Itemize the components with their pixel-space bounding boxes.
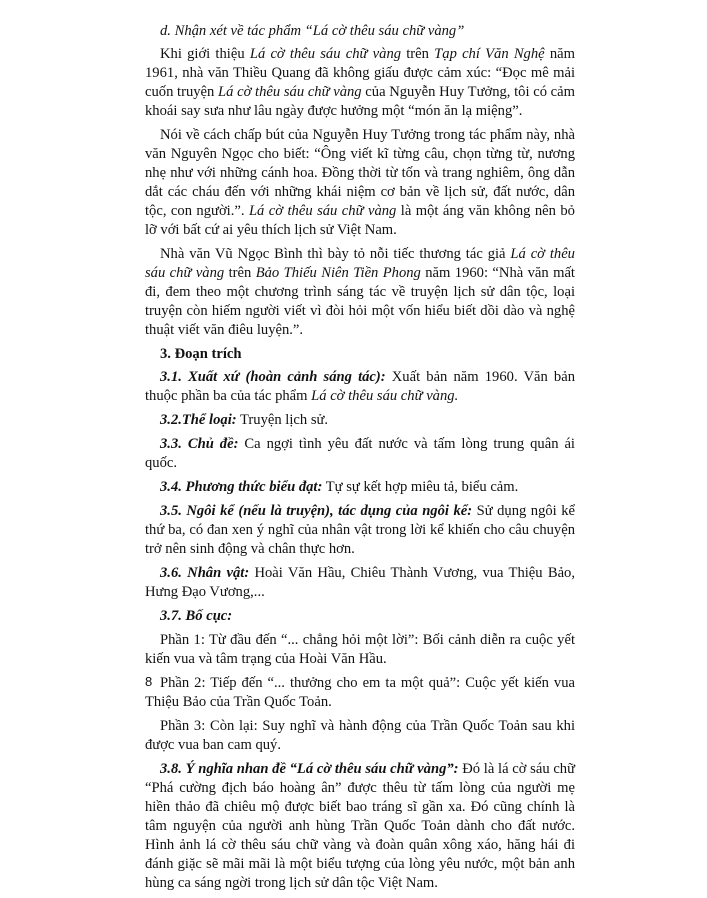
paragraph-thieu-quang (145, 45, 575, 121)
text-run: là một áng văn không nên bỏ lỡ với bất cứ ai yêu thích lịch sử Việt Nam. (145, 203, 575, 238)
item-label: 3.7. Bố cục: (160, 608, 233, 624)
work-title: Lá cờ thêu sáu chữ vàng. (311, 388, 459, 404)
item-text: Xuất bản năm 1960. Văn bản thuộc phần ba của tác phẩm (145, 369, 575, 404)
item-3-2 (145, 411, 575, 430)
item-text: Truyện lịch sử. (236, 412, 329, 428)
item-3-7 (145, 607, 575, 626)
section-3-heading: 3. Đoạn trích (160, 346, 242, 362)
text-run: trên (224, 265, 256, 281)
item-text: Hoài Văn Hầu, Chiêu Thành Vương, vua Thiệu Bảo, Hưng Đạo Vương,... (145, 565, 575, 600)
newspaper-title: Bảo Thiếu Niên Tiền Phong (255, 265, 421, 281)
item-label: 3.2.Thể loại: (160, 412, 237, 428)
item-label: 3.3. Chủ đề: (160, 436, 239, 452)
section-d-title: d. Nhận xét về tác phẩm “Lá cờ thêu sáu chữ vàng” (160, 23, 465, 39)
layout-part-3: Phần 3: Còn lại: Suy nghĩ và hành động của Trần Quốc Toản sau khi được vua ban cam quý. (145, 718, 575, 753)
paragraph-nguyen-ngoc (145, 126, 575, 240)
item-3-8 (145, 760, 575, 893)
item-text: Sử dụng ngôi kể thứ ba, có đan xen ý nghĩ của nhân vật trong lời kể khiến cho câu chuyện trở nên sinh động và chân thực hơn. (145, 503, 576, 557)
item-label: 3.1. Xuất xứ (hoàn cảnh sáng tác): (160, 369, 386, 385)
item-3-1 (145, 368, 575, 406)
item-text: Đó là lá cờ sáu chữ “Phá cường địch báo hoàng ân” được thêu từ tấm lòng của người mẹ hiền thảo đã chiêu mộ được biết bao tráng sĩ gần xa. Đó cũng chính là tâm nguyện của người anh hùng Trần Quốc Toản dành cho đất nước. Hình ảnh lá cờ thêu sáu chữ vàng và đoàn quân xông xáo, hăng hái đi đánh giặc sẽ mãi mãi là một biểu tượng của lòng yêu nước, một bản anh hùng ca sáng ngời trong lịch sử dân tộc Việt Nam. (145, 761, 575, 891)
layout-part-1: Phần 1: Từ đầu đến “... chẳng hỏi một lời”: Bối cảnh diễn ra cuộc yết kiến vua và tâm trạng của Hoài Văn Hầu. (145, 632, 575, 667)
item-text: Tự sự kết hợp miêu tả, biểu cảm. (322, 479, 519, 495)
layout-part-2: Phần 2: Tiếp đến “... thưởng cho em ta một quả”: Cuộc yết kiến vua Thiệu Bảo của Trần Quốc Toản. (145, 675, 575, 710)
text-run: năm 1961, nhà văn Thiều Quang đã không giấu được cảm xúc: “Đọc mê mải cuốn truyện (145, 46, 575, 100)
text-run: Nói về cách chấp bút của Nguyễn Huy Tưởng trong tác phẩm này, nhà văn Nguyên Ngọc cho biết: “Ông viết kĩ từng câu, chọn từng từ, nương nhẹ như với những cánh hoa. Đồng thời từ tốn và trang nghiêm, ông dẫn dắt các cháu đến với những khái niệm cơ bản về lịch sử, đất nước, dân tộc, con người.”. (145, 127, 575, 219)
item-3-5 (145, 502, 575, 559)
work-title: Lá cờ thêu sáu chữ vàng (249, 46, 402, 62)
work-title: Lá cờ thêu sáu chữ vàng (145, 246, 575, 281)
item-3-6 (145, 564, 575, 602)
magazine-title: Tạp chí Văn Nghệ (434, 46, 545, 62)
page-content (145, 22, 575, 898)
text-run: trên (401, 46, 435, 62)
page-number: 8 (145, 674, 153, 689)
item-label: 3.8. Ý nghĩa nhan đề “Lá cờ thêu sáu chữ vàng”: (160, 761, 459, 777)
item-text: Ca ngợi tình yêu đất nước và tấm lòng trung quân ái quốc. (145, 436, 575, 471)
paragraph-vu-ngoc-binh (145, 245, 575, 340)
item-label: 3.6. Nhân vật: (160, 565, 250, 581)
text-run: Nhà văn Vũ Ngọc Bình thì bày tỏ nỗi tiếc thương tác giả (160, 246, 511, 262)
item-3-3 (145, 435, 575, 473)
text-run: Khi giới thiệu (160, 46, 250, 62)
item-3-4 (145, 478, 575, 497)
text-run: của Nguyễn Huy Tưởng, tôi có cảm khoái say sưa như lâu ngày được hưởng một “món ăn lạ miệng”. (145, 84, 575, 119)
work-title: Lá cờ thêu sáu chữ vàng (218, 84, 362, 100)
item-label: 3.4. Phương thức biểu đạt: (160, 479, 323, 495)
work-title: Lá cờ thêu sáu chữ vàng (248, 203, 397, 219)
text-run: năm 1960: “Nhà văn mất đi, đem theo một chương trình sáng tác về truyện lịch sử dân tộc, loại truyện còn hiếm người viết vì đòi hỏi một vốn hiểu biết dồi dào và nghệ thuật viết văn điêu luyện.”. (145, 265, 575, 338)
item-label: 3.5. Ngôi kể (nếu là truyện), tác dụng của ngôi kể: (160, 503, 473, 519)
